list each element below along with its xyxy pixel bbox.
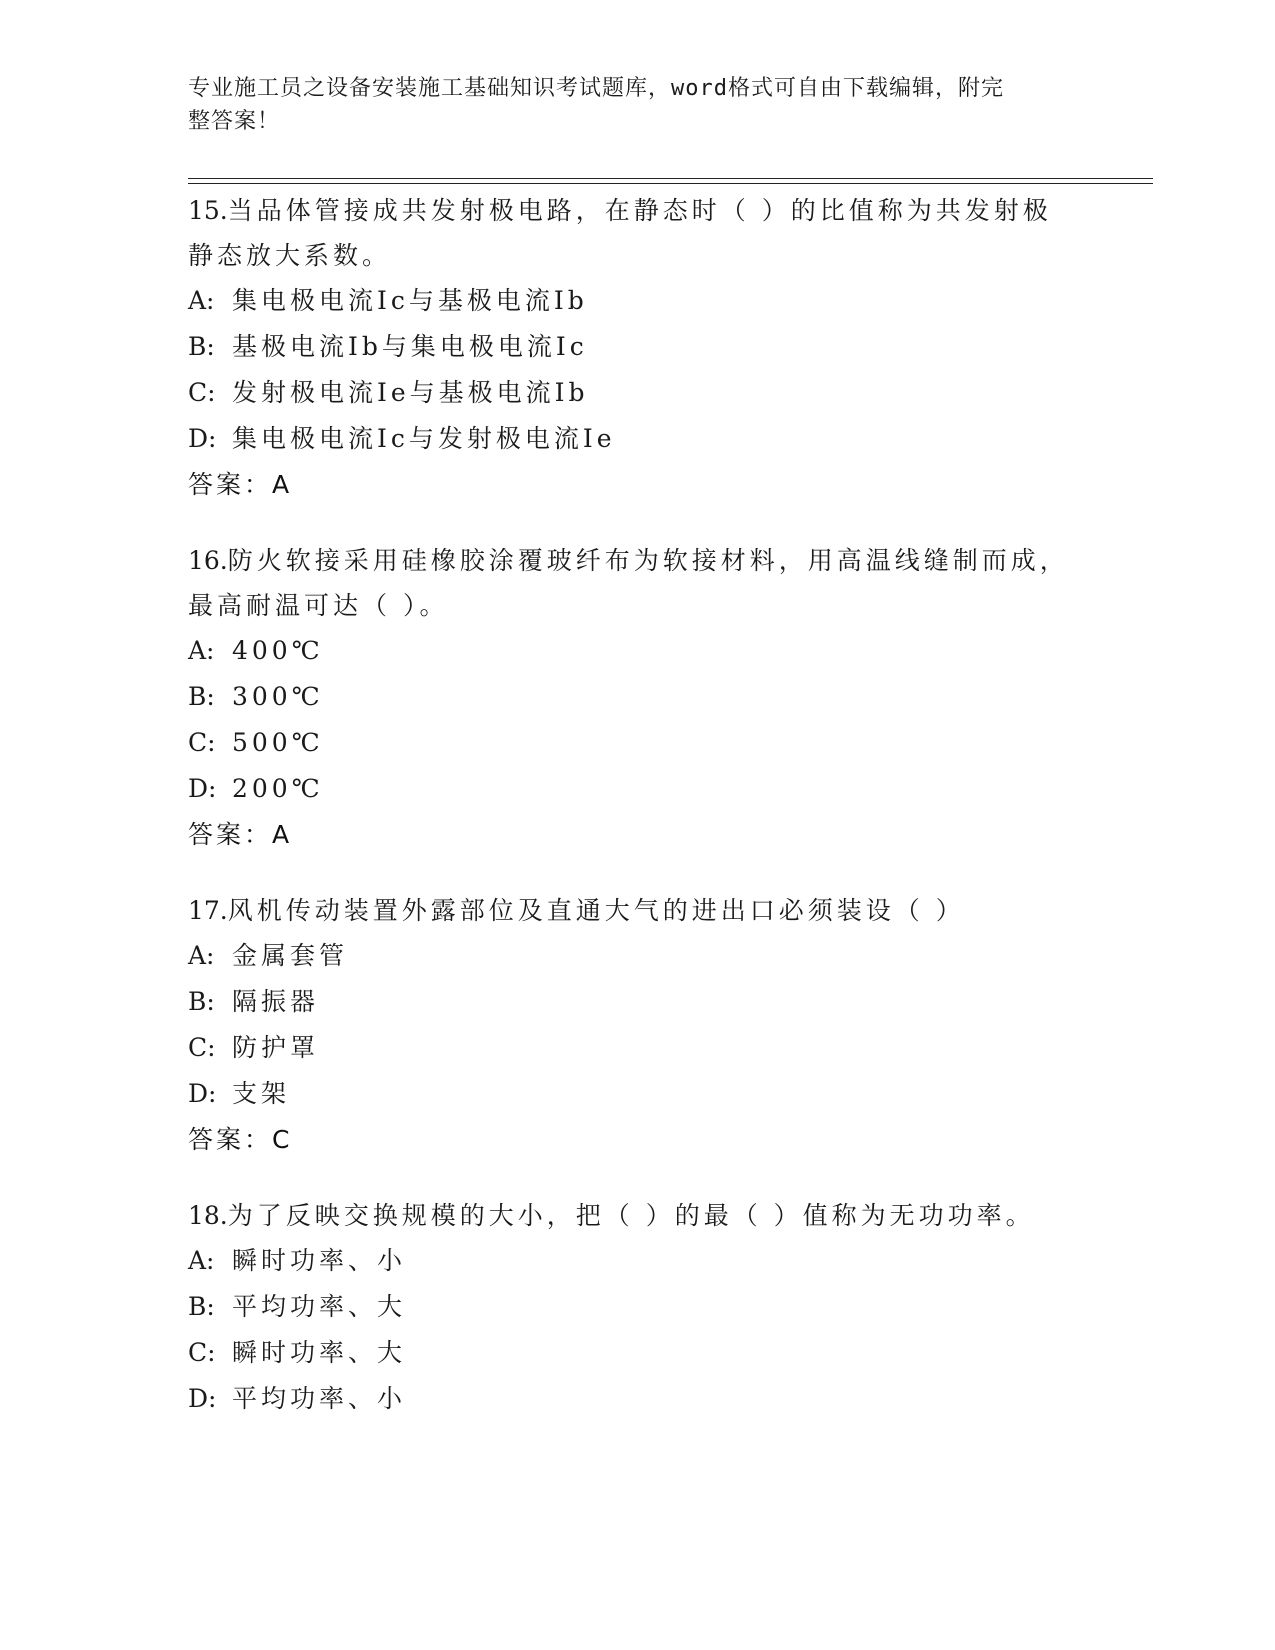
header-line-1: 专业施工员之设备安装施工基础知识考试题库，word格式可自由下载编辑，附完	[188, 76, 1004, 101]
option-text: 支架	[232, 1079, 291, 1108]
answer-text: 答案：A	[188, 470, 293, 499]
option-text: 500℃	[232, 728, 324, 757]
option-d	[188, 416, 1088, 462]
option-c	[188, 1025, 1088, 1071]
question-number: 18.	[188, 1201, 228, 1230]
question-number: 15.	[188, 196, 228, 225]
option-letter: D:	[188, 1079, 217, 1108]
question-16	[188, 538, 1088, 858]
question-number: 17.	[188, 896, 228, 925]
question-number: 16.	[188, 546, 228, 575]
question-list	[188, 188, 1088, 1452]
option-letter: B:	[188, 332, 215, 361]
option-a	[188, 933, 1088, 979]
option-text: 基极电流Ib与集电极电流Ic	[232, 332, 588, 361]
option-text: 瞬时功率、大	[232, 1338, 407, 1367]
header-divider-top	[188, 178, 1153, 179]
question-stem-line-1: 当品体管接成共发射极电路，在静态时（ ）的比值称为共发射极	[227, 196, 1052, 225]
option-a	[188, 278, 1088, 324]
option-text: 平均功率、小	[232, 1384, 407, 1413]
answer-text: 答案：A	[188, 820, 293, 849]
question-stem	[188, 538, 1088, 583]
option-text: 300℃	[232, 682, 324, 711]
option-text: 金属套管	[232, 941, 349, 970]
option-letter: C:	[188, 378, 216, 407]
option-b	[188, 979, 1088, 1025]
question-stem	[188, 1193, 1088, 1238]
document-header	[188, 72, 1068, 138]
header-divider-bottom	[188, 183, 1153, 184]
question-stem-line-2: 最高耐温可达（ ）。	[188, 591, 449, 620]
option-text: 400℃	[232, 636, 324, 665]
header-line-2: 整答案！	[188, 109, 281, 134]
question-stem-line-1: 风机传动装置外露部位及直通大气的进出口必须装设（ ）	[227, 896, 965, 925]
option-b	[188, 1284, 1088, 1330]
option-a	[188, 1238, 1088, 1284]
option-text: 集电极电流Ic与发射极电流Ie	[232, 424, 616, 453]
option-d	[188, 1071, 1088, 1117]
option-text: 防护罩	[232, 1033, 320, 1062]
option-d	[188, 766, 1088, 812]
option-letter: C:	[188, 1033, 216, 1062]
option-letter: C:	[188, 1338, 216, 1367]
question-stem	[188, 888, 1088, 933]
option-letter: A:	[188, 636, 215, 665]
question-stem-line-2: 静态放大系数。	[188, 241, 392, 270]
option-letter: D:	[188, 774, 217, 803]
option-text: 集电极电流Ic与基极电流Ib	[232, 286, 588, 315]
option-letter: A:	[188, 286, 215, 315]
option-c	[188, 720, 1088, 766]
option-c	[188, 1330, 1088, 1376]
question-17	[188, 888, 1088, 1163]
option-letter: B:	[188, 1292, 215, 1321]
question-stem	[188, 188, 1088, 233]
option-text: 平均功率、大	[232, 1292, 407, 1321]
option-letter: A:	[188, 1246, 215, 1275]
option-letter: D:	[188, 424, 217, 453]
option-text: 发射极电流Ie与基极电流Ib	[232, 378, 589, 407]
question-15	[188, 188, 1088, 508]
option-text: 200℃	[232, 774, 324, 803]
option-text: 瞬时功率、小	[232, 1246, 407, 1275]
option-b	[188, 324, 1088, 370]
option-text: 隔振器	[232, 987, 320, 1016]
answer-text: 答案：C	[188, 1125, 293, 1154]
option-b	[188, 674, 1088, 720]
option-letter: B:	[188, 987, 215, 1016]
option-d	[188, 1376, 1088, 1422]
option-letter: B:	[188, 682, 215, 711]
question-stem-line-1: 防火软接采用硅橡胶涂覆玻纤布为软接材料，用高温线缝制而成，	[227, 546, 1069, 575]
option-a	[188, 628, 1088, 674]
option-letter: C:	[188, 728, 216, 757]
option-letter: A:	[188, 941, 215, 970]
question-stem-line-1: 为了反映交换规模的大小，把（ ）的最（ ）值称为无功功率。	[227, 1201, 1035, 1230]
option-c	[188, 370, 1088, 416]
question-18	[188, 1193, 1088, 1422]
option-letter: D:	[188, 1384, 217, 1413]
